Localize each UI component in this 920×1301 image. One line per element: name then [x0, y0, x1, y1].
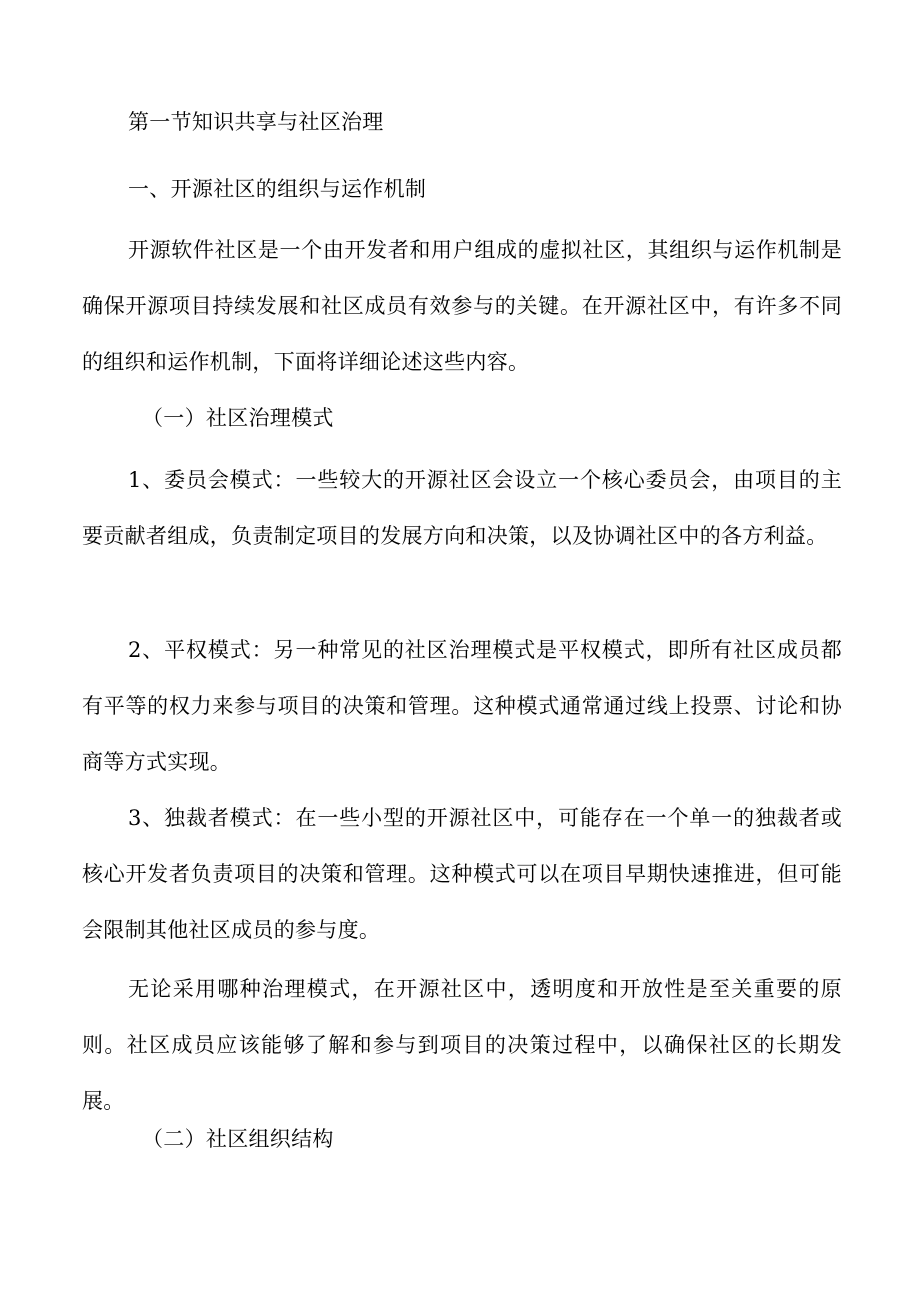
intro-paragraph: 开源软件社区是一个由开发者和用户组成的虚拟社区，其组织与运作机制是确保开源项目持续发展和社区成员有效参与的关键。在开源社区中，有许多不同的组织和运作机制，下面将详细论述这些内容。	[82, 238, 842, 374]
item-committee-model: 1、委员会模式：一些较大的开源社区会设立一个核心委员会，由项目的主要贡献者组成，负责制定项目的发展方向和决策，以及协调社区中的各方利益。	[82, 468, 842, 548]
subheading-organization-structure: （二）社区组织结构	[142, 1127, 334, 1151]
heading-organization-mechanism: 一、开源社区的组织与运作机制	[128, 177, 427, 201]
item-dictator-model: 3、独裁者模式：在一些小型的开源社区中，可能存在一个单一的独裁者或核心开发者负责项目的决策和管理。这种模式可以在项目早期快速推进，但可能会限制其他社区成员的参与度。	[82, 806, 842, 942]
conclusion-paragraph: 无论采用哪种治理模式，在开源社区中，透明度和开放性是至关重要的原则。社区成员应该能够了解和参与到项目的决策过程中，以确保社区的长期发展。	[82, 977, 842, 1113]
subheading-governance-models: （一）社区治理模式	[142, 406, 334, 430]
item-equal-rights-model: 2、平权模式：另一种常见的社区治理模式是平权模式，即所有社区成员都有平等的权力来参与项目的决策和管理。这种模式通常通过线上投票、讨论和协商等方式实现。	[82, 638, 842, 774]
section-title: 第一节知识共享与社区治理	[128, 110, 384, 134]
